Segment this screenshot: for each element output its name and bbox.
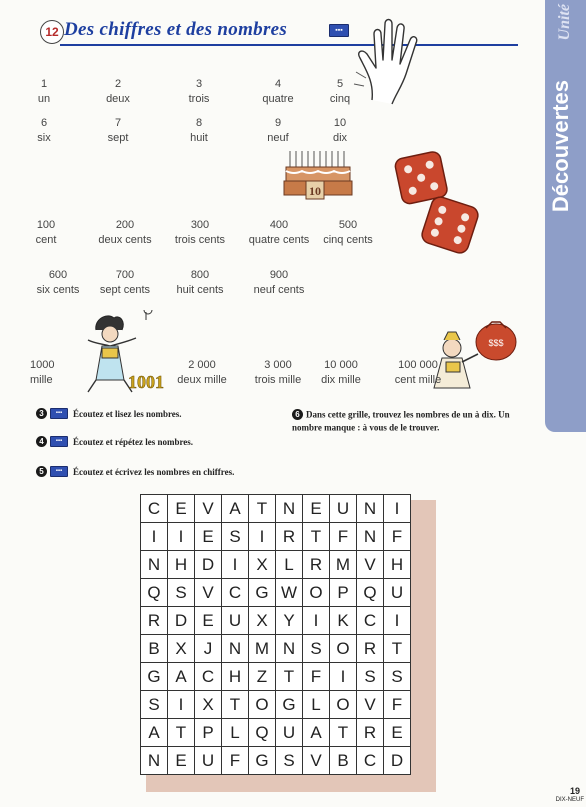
title-underline [60, 44, 518, 46]
genie-icon [66, 300, 178, 398]
grid-cell[interactable]: L [276, 551, 303, 579]
grid-cell[interactable]: S [303, 635, 330, 663]
audio-cassette-icon[interactable]: ▪▪▪ [50, 466, 68, 477]
grid-cell[interactable]: C [357, 747, 384, 775]
grid-cell[interactable]: G [141, 663, 168, 691]
grid-cell[interactable]: S [222, 523, 249, 551]
cake-number: 10 [309, 184, 321, 198]
grid-cell[interactable]: E [195, 607, 222, 635]
birthday-cake-icon [282, 145, 356, 205]
grid-cell[interactable]: U [384, 579, 411, 607]
grid-cell[interactable]: E [384, 719, 411, 747]
exercise-4: 4 ▪▪▪ Écoutez et répétez les nombres. [36, 436, 276, 447]
number-item: 2 deux [106, 78, 130, 105]
page-number-words: DIX-NEUF [555, 797, 584, 803]
grid-row [141, 579, 411, 607]
unit-label: Unité [556, 4, 573, 41]
grid-cell[interactable]: R [357, 719, 384, 747]
number-item: 900 neuf cents [253, 269, 305, 296]
grid-cell[interactable]: I [330, 663, 357, 691]
grid-cell[interactable]: E [168, 747, 195, 775]
number-item: 100 cent [35, 219, 57, 246]
grid-cell[interactable]: N [276, 635, 303, 663]
grid-cell[interactable]: I [249, 523, 276, 551]
grid-cell[interactable]: F [303, 663, 330, 691]
grid-cell[interactable]: R [303, 551, 330, 579]
grid-cell[interactable]: I [168, 691, 195, 719]
number-item: 1000 mille [30, 359, 55, 386]
number-item: 5 cinq [329, 78, 351, 105]
page-title: Des chiffres et des nombres [64, 19, 288, 40]
number-item: 8 huit [190, 117, 208, 144]
number-item: 100 000 cent mille [394, 359, 442, 386]
number-item: 2 000 deux mille [177, 359, 227, 386]
grid-row [141, 691, 411, 719]
number-item: 3 000 trois mille [254, 359, 302, 386]
grid-cell[interactable]: P [195, 719, 222, 747]
grid-cell[interactable]: V [195, 495, 222, 523]
grid-cell[interactable]: E [195, 523, 222, 551]
word-search-grid [140, 494, 411, 775]
page-number: 19 [569, 786, 580, 796]
grid-cell[interactable]: Y [276, 607, 303, 635]
grid-cell[interactable]: N [357, 523, 384, 551]
number-item: 500 cinq cents [323, 219, 373, 246]
grid-cell[interactable]: T [330, 719, 357, 747]
grid-cell[interactable]: N [141, 747, 168, 775]
grid-cell[interactable]: V [357, 551, 384, 579]
grid-row [141, 551, 411, 579]
grid-cell[interactable]: A [303, 719, 330, 747]
grid-cell[interactable]: T [249, 495, 276, 523]
grid-row [141, 747, 411, 775]
grid-cell[interactable]: O [303, 579, 330, 607]
grid-cell[interactable]: B [330, 747, 357, 775]
number-item: 1 un [37, 78, 51, 105]
grid-cell[interactable]: T [168, 719, 195, 747]
dice-icon [390, 145, 482, 257]
grid-cell[interactable]: G [276, 691, 303, 719]
grid-cell[interactable]: C [195, 663, 222, 691]
grid-cell[interactable]: A [141, 719, 168, 747]
grid-cell[interactable]: U [195, 747, 222, 775]
number-item: 200 deux cents [98, 219, 152, 246]
hand-icon [352, 12, 442, 107]
grid-cell[interactable]: S [384, 663, 411, 691]
grid-cell[interactable]: U [276, 719, 303, 747]
grid-cell[interactable]: M [249, 635, 276, 663]
grid-cell[interactable]: V [303, 747, 330, 775]
grid-cell[interactable]: I [303, 607, 330, 635]
svg-text:$$$: $$$ [488, 338, 504, 348]
exercise-6: 6 Dans cette grille, trouvez les nombres de un à dix. Un nombre manque : à vous de le trouver. [292, 409, 510, 433]
number-item: 10 000 dix mille [321, 359, 361, 386]
grid-cell[interactable]: T [276, 663, 303, 691]
grid-cell[interactable]: V [357, 691, 384, 719]
grid-cell[interactable]: J [195, 635, 222, 663]
grid-cell[interactable]: W [276, 579, 303, 607]
grid-cell[interactable]: U [330, 495, 357, 523]
grid-row [141, 719, 411, 747]
grid-row [141, 523, 411, 551]
grid-cell[interactable]: I [384, 495, 411, 523]
grid-cell[interactable]: N [222, 635, 249, 663]
grid-cell[interactable]: L [303, 691, 330, 719]
grid-cell[interactable]: C [357, 607, 384, 635]
grid-cell[interactable]: B [141, 635, 168, 663]
grid-cell[interactable]: I [222, 551, 249, 579]
grid-cell[interactable]: T [384, 635, 411, 663]
grid-cell[interactable]: D [195, 551, 222, 579]
grid-cell[interactable]: O [249, 691, 276, 719]
grid-cell[interactable]: N [276, 495, 303, 523]
grid-cell[interactable]: H [222, 663, 249, 691]
grid-cell[interactable]: F [384, 523, 411, 551]
grid-cell[interactable]: X [168, 635, 195, 663]
grid-cell[interactable]: C [141, 495, 168, 523]
number-item: 9 neuf [267, 117, 289, 144]
number-item: 800 huit cents [176, 269, 224, 296]
number-item: 600 six cents [36, 269, 80, 296]
grid-cell[interactable]: R [141, 607, 168, 635]
lesson-number-badge: 12 [40, 20, 64, 44]
grid-cell[interactable]: E [168, 495, 195, 523]
grid-cell[interactable]: X [249, 607, 276, 635]
number-item: 4 quatre [262, 78, 294, 105]
exercise-5: 5 ▪▪▪ Écoutez et écrivez les nombres en chiffres. [36, 466, 296, 477]
grid-cell[interactable]: A [168, 663, 195, 691]
grid-cell[interactable]: Q [249, 719, 276, 747]
grid-cell[interactable]: X [249, 551, 276, 579]
grid-cell[interactable]: T [303, 523, 330, 551]
exercise-3: 3 ▪▪▪ Écoutez et lisez les nombres. [36, 408, 276, 419]
grid-cell[interactable]: S [141, 691, 168, 719]
grid-cell[interactable]: G [249, 747, 276, 775]
grid-cell[interactable]: E [303, 495, 330, 523]
grid-cell[interactable]: H [384, 551, 411, 579]
grid-cell[interactable]: C [222, 579, 249, 607]
grid-cell[interactable]: Z [249, 663, 276, 691]
grid-cell[interactable]: R [357, 635, 384, 663]
grid-row [141, 663, 411, 691]
number-item: 700 sept cents [99, 269, 151, 296]
grid-cell[interactable]: F [384, 691, 411, 719]
number-item: 10 dix [332, 117, 348, 144]
grid-cell[interactable]: H [168, 551, 195, 579]
grid-row [141, 495, 411, 523]
grid-cell[interactable]: N [141, 551, 168, 579]
number-item: 400 quatre cents [248, 219, 310, 246]
audio-cassette-icon[interactable]: ▪▪▪ [329, 24, 349, 37]
grid-row [141, 607, 411, 635]
grid-cell[interactable]: R [276, 523, 303, 551]
grid-cell[interactable]: S [168, 579, 195, 607]
grid-cell[interactable]: T [222, 691, 249, 719]
grid-cell[interactable]: U [222, 607, 249, 635]
grid-cell[interactable]: P [330, 579, 357, 607]
grid-cell[interactable]: S [357, 663, 384, 691]
grid-cell[interactable]: X [195, 691, 222, 719]
grid-cell[interactable]: I [141, 523, 168, 551]
grid-cell[interactable]: A [222, 495, 249, 523]
section-label: Découvertes [548, 80, 573, 213]
grid-cell[interactable]: I [384, 607, 411, 635]
grid-row [141, 635, 411, 663]
grid-cell[interactable]: S [276, 747, 303, 775]
grid-cell[interactable]: D [168, 607, 195, 635]
grid-cell[interactable]: Q [141, 579, 168, 607]
grid-cell[interactable]: D [384, 747, 411, 775]
number-item: 300 trois cents [174, 219, 226, 246]
grid-cell[interactable]: K [330, 607, 357, 635]
grid-cell[interactable]: I [168, 523, 195, 551]
number-item: 3 trois [188, 78, 210, 105]
grid-cell[interactable]: M [330, 551, 357, 579]
grid-cell[interactable]: N [357, 495, 384, 523]
grid-cell[interactable]: F [222, 747, 249, 775]
grid-cell[interactable]: V [195, 579, 222, 607]
grid-cell[interactable]: L [222, 719, 249, 747]
number-item: 7 sept [107, 117, 129, 144]
number-item: 6 six [37, 117, 51, 144]
grid-cell[interactable]: O [330, 691, 357, 719]
genie-number: 1001 [128, 372, 164, 392]
audio-cassette-icon[interactable]: ▪▪▪ [50, 436, 68, 447]
grid-cell[interactable]: F [330, 523, 357, 551]
audio-cassette-icon[interactable]: ▪▪▪ [50, 408, 68, 419]
grid-cell[interactable]: O [330, 635, 357, 663]
grid-cell[interactable]: Q [357, 579, 384, 607]
grid-cell[interactable]: G [249, 579, 276, 607]
